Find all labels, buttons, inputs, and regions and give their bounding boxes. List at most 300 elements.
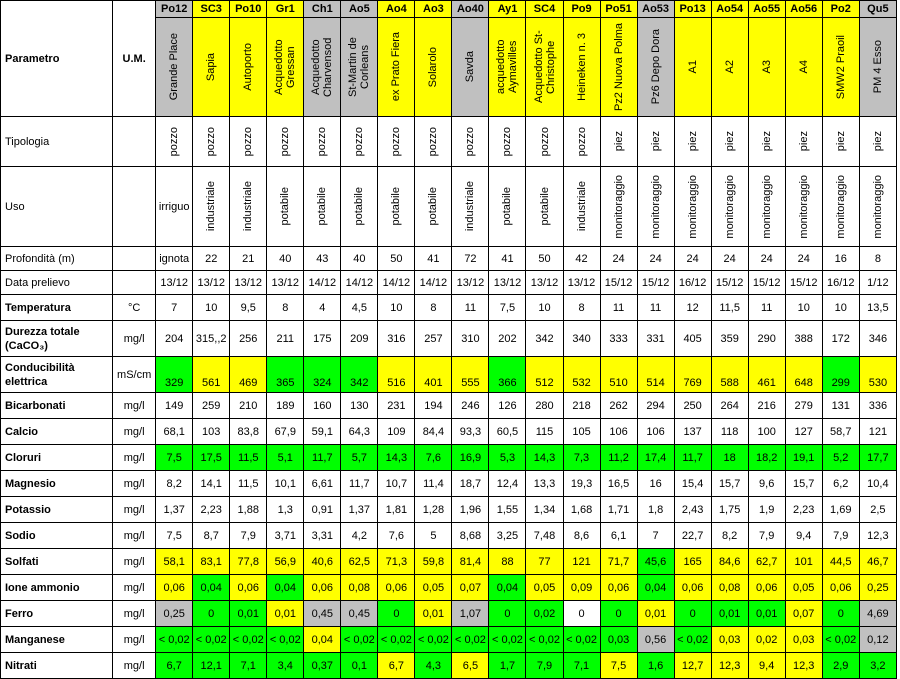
data-value: 14/12: [378, 271, 415, 295]
um-label: [113, 247, 156, 271]
nitrati-value: 12,3: [711, 653, 748, 679]
potassio-value: 1,75: [711, 497, 748, 523]
station-name-cell: [267, 18, 304, 117]
nitrati-value: 7,1: [563, 653, 600, 679]
tipologia-cell: [711, 117, 748, 167]
magnesio-value: 10,4: [859, 471, 896, 497]
potassio-value: 1,55: [489, 497, 526, 523]
param-label: Temperatura: [1, 295, 113, 321]
cloruri-value: 11,2: [600, 445, 637, 471]
uso-wrap: [564, 168, 600, 246]
station-name-cell: [341, 18, 378, 117]
potassio-value: 1,71: [600, 497, 637, 523]
station-name: Sapia: [205, 52, 218, 82]
profondita-value: 24: [748, 247, 785, 271]
param-label: Ferro: [1, 601, 113, 627]
sodio-value: 5: [415, 523, 452, 549]
manganese-value: 0,03: [600, 627, 637, 653]
uso-cell: [711, 167, 748, 247]
conducibilita-value: 366: [489, 357, 526, 393]
cloruri-value: 5,3: [489, 445, 526, 471]
data-value: 13/12: [156, 271, 193, 295]
cloruri-value: 18: [711, 445, 748, 471]
data-value: 13/12: [452, 271, 489, 295]
row-temperatura: [1, 295, 897, 321]
conducibilita-value: 324: [304, 357, 341, 393]
magnesio-value: 12,4: [489, 471, 526, 497]
uso-wrap: [489, 168, 525, 246]
tipologia-cell: [859, 117, 896, 167]
solfati-value: 77,8: [230, 549, 267, 575]
conducibilita-value: 588: [711, 357, 748, 393]
station-code: Ao56: [785, 1, 822, 18]
cloruri-value: 7,3: [563, 445, 600, 471]
calcio-value: 68,1: [156, 419, 193, 445]
calcio-value: 127: [785, 419, 822, 445]
station-name-wrap: [860, 19, 896, 116]
uso-cell: [785, 167, 822, 247]
tipologia-cell: [674, 117, 711, 167]
ammonio-value: 0,06: [822, 575, 859, 601]
bicarbonati-value: 259: [193, 393, 230, 419]
conducibilita-value: 648: [785, 357, 822, 393]
tipologia-value: pozzo: [575, 126, 588, 157]
calcio-value: 109: [378, 419, 415, 445]
tipologia-value: piez: [649, 131, 662, 152]
profondita-value: 50: [526, 247, 563, 271]
ammonio-value: 0,09: [563, 575, 600, 601]
param-label: Tipologia: [1, 117, 113, 167]
station-name-wrap: [341, 19, 377, 116]
tipologia-cell: [600, 117, 637, 167]
uso-wrap: [638, 168, 674, 246]
tipologia-wrap: [230, 118, 266, 166]
ammonio-value: 0,08: [341, 575, 378, 601]
uso-wrap: [860, 168, 896, 246]
manganese-value: < 0,02: [341, 627, 378, 653]
manganese-value: < 0,02: [489, 627, 526, 653]
station-code: Qu5: [859, 1, 896, 18]
station-name-cell: [304, 18, 341, 117]
sodio-value: 8,68: [452, 523, 489, 549]
uso-value: potabile: [501, 187, 514, 226]
potassio-value: 1,3: [267, 497, 304, 523]
durezza-value: 316: [378, 321, 415, 357]
sodio-value: 7,9: [822, 523, 859, 549]
cloruri-value: 11,7: [674, 445, 711, 471]
profondita-value: 24: [637, 247, 674, 271]
solfati-value: 88: [489, 549, 526, 575]
magnesio-value: 9,6: [748, 471, 785, 497]
nitrati-value: 1,7: [489, 653, 526, 679]
ammonio-value: 0,06: [748, 575, 785, 601]
uso-cell: [193, 167, 230, 247]
row-ammonio: [1, 575, 897, 601]
sodio-value: 7,48: [526, 523, 563, 549]
uso-cell: [563, 167, 600, 247]
conducibilita-value: 516: [378, 357, 415, 393]
station-name-wrap: [415, 19, 451, 116]
durezza-value: 209: [341, 321, 378, 357]
solfati-value: 58,1: [156, 549, 193, 575]
uso-value: monitoraggio: [871, 174, 884, 239]
param-label: Calcio: [1, 419, 113, 445]
cloruri-value: 16,9: [452, 445, 489, 471]
magnesio-value: 15,4: [674, 471, 711, 497]
parametro-header: Parametro: [1, 1, 113, 117]
um-label: mg/l: [113, 627, 156, 653]
potassio-value: 1,68: [563, 497, 600, 523]
uso-wrap: [823, 168, 859, 246]
profondita-value: ignota: [156, 247, 193, 271]
tipologia-wrap: [675, 118, 711, 166]
profondita-value: 8: [859, 247, 896, 271]
data-value: 15/12: [637, 271, 674, 295]
manganese-value: 0,12: [859, 627, 896, 653]
station-name-cell: [711, 18, 748, 117]
nitrati-value: 1,6: [637, 653, 674, 679]
uso-wrap: [341, 168, 377, 246]
ferro-value: 0,01: [230, 601, 267, 627]
station-name-cell: [822, 18, 859, 117]
tipologia-wrap: [564, 118, 600, 166]
station-name-wrap: [489, 19, 525, 116]
station-name: A3: [760, 60, 773, 74]
tipologia-wrap: [489, 118, 525, 166]
potassio-value: 1,9: [748, 497, 785, 523]
conducibilita-value: 514: [637, 357, 674, 393]
solfati-value: 56,9: [267, 549, 304, 575]
magnesio-value: 10,1: [267, 471, 304, 497]
uso-value: monitoraggio: [649, 174, 662, 239]
um-label: °C: [113, 295, 156, 321]
uso-cell: [822, 167, 859, 247]
sodio-value: 3,25: [489, 523, 526, 549]
magnesio-value: 11,4: [415, 471, 452, 497]
uso-wrap: [601, 168, 637, 246]
station-code: SC3: [193, 1, 230, 18]
conducibilita-value: 329: [156, 357, 193, 393]
uso-value: potabile: [279, 187, 292, 226]
row-conducibilita: [1, 357, 897, 393]
uso-wrap: [156, 168, 192, 246]
um-label: [113, 271, 156, 295]
sodio-value: 22,7: [674, 523, 711, 549]
station-name: Heineken n. 3: [575, 33, 588, 101]
bicarbonati-value: 218: [563, 393, 600, 419]
station-name-wrap: [452, 19, 488, 116]
solfati-value: 71,3: [378, 549, 415, 575]
station-name: A1: [686, 60, 699, 74]
tipologia-value: pozzo: [464, 126, 477, 157]
profondita-value: 16: [822, 247, 859, 271]
station-name-cell: [859, 18, 896, 117]
manganese-value: < 0,02: [193, 627, 230, 653]
bicarbonati-value: 231: [378, 393, 415, 419]
row-potassio: [1, 497, 897, 523]
station-name-cell: [674, 18, 711, 117]
durezza-value: 340: [563, 321, 600, 357]
nitrati-value: 6,7: [156, 653, 193, 679]
tipologia-value: pozzo: [353, 126, 366, 157]
ferro-value: 0,01: [267, 601, 304, 627]
nitrati-value: 3,4: [267, 653, 304, 679]
profondita-value: 72: [452, 247, 489, 271]
calcio-value: 103: [193, 419, 230, 445]
station-code-row: [1, 1, 897, 18]
data-value: 14/12: [304, 271, 341, 295]
station-name: SMW2 Praoil: [834, 34, 847, 100]
uso-value: monitoraggio: [797, 174, 810, 239]
data-value: 13/12: [489, 271, 526, 295]
bicarbonati-value: 210: [230, 393, 267, 419]
ammonio-value: 0,05: [785, 575, 822, 601]
conducibilita-value: 555: [452, 357, 489, 393]
temperatura-value: 10: [822, 295, 859, 321]
calcio-value: 137: [674, 419, 711, 445]
data-value: 13/12: [193, 271, 230, 295]
tipologia-wrap: [749, 118, 785, 166]
manganese-value: 0,04: [304, 627, 341, 653]
magnesio-value: 11,5: [230, 471, 267, 497]
manganese-value: < 0,02: [452, 627, 489, 653]
station-name: Pz6 Depo Dora: [649, 29, 662, 105]
manganese-value: < 0,02: [563, 627, 600, 653]
station-name: ex Prato Fiera: [390, 32, 403, 102]
station-name-wrap: [156, 19, 192, 116]
temperatura-value: 11,5: [711, 295, 748, 321]
solfati-value: 71,7: [600, 549, 637, 575]
station-name-wrap: [712, 19, 748, 116]
sodio-value: 3,31: [304, 523, 341, 549]
uso-cell: [674, 167, 711, 247]
solfati-value: 101: [785, 549, 822, 575]
potassio-value: 1,37: [341, 497, 378, 523]
ferro-value: 0: [674, 601, 711, 627]
manganese-value: < 0,02: [674, 627, 711, 653]
uso-wrap: [415, 168, 451, 246]
sodio-value: 8,6: [563, 523, 600, 549]
tipologia-wrap: [786, 118, 822, 166]
uso-wrap: [712, 168, 748, 246]
bicarbonati-value: 280: [526, 393, 563, 419]
solfati-value: 77: [526, 549, 563, 575]
station-name-wrap: [823, 19, 859, 116]
manganese-value: < 0,02: [526, 627, 563, 653]
calcio-value: 83,8: [230, 419, 267, 445]
bicarbonati-value: 126: [489, 393, 526, 419]
um-label: mg/l: [113, 653, 156, 679]
uso-value: monitoraggio: [760, 174, 773, 239]
param-label: Durezza totale (CaCO₃): [1, 321, 113, 357]
ammonio-value: 0,06: [600, 575, 637, 601]
uso-cell: [859, 167, 896, 247]
station-name-wrap: [193, 19, 229, 116]
nitrati-value: 0,37: [304, 653, 341, 679]
ammonio-value: 0,06: [156, 575, 193, 601]
ammonio-value: 0,04: [489, 575, 526, 601]
bicarbonati-value: 250: [674, 393, 711, 419]
uso-value: monitoraggio: [686, 174, 699, 239]
sodio-value: 7,6: [378, 523, 415, 549]
tipologia-value: piez: [871, 131, 884, 152]
uso-wrap: [378, 168, 414, 246]
potassio-value: 2,23: [785, 497, 822, 523]
uso-cell: [230, 167, 267, 247]
ammonio-value: 0,04: [637, 575, 674, 601]
tipologia-cell: [304, 117, 341, 167]
temperatura-value: 11: [637, 295, 674, 321]
row-bicarbonati: [1, 393, 897, 419]
ammonio-value: 0,05: [526, 575, 563, 601]
tipologia-cell: [341, 117, 378, 167]
nitrati-value: 3,2: [859, 653, 896, 679]
tipologia-wrap: [193, 118, 229, 166]
ferro-value: 0,01: [711, 601, 748, 627]
ferro-value: 0: [600, 601, 637, 627]
bicarbonati-value: 294: [637, 393, 674, 419]
station-name-cell: [600, 18, 637, 117]
magnesio-value: 8,2: [156, 471, 193, 497]
temperatura-value: 8: [267, 295, 304, 321]
manganese-value: < 0,02: [822, 627, 859, 653]
tipologia-cell: [526, 117, 563, 167]
station-name-cell: [378, 18, 415, 117]
uso-wrap: [267, 168, 303, 246]
station-name-cell: [193, 18, 230, 117]
row-solfati: [1, 549, 897, 575]
station-name-wrap: [564, 19, 600, 116]
ammonio-value: 0,06: [378, 575, 415, 601]
uso-wrap: [193, 168, 229, 246]
data-value: 13/12: [267, 271, 304, 295]
temperatura-value: 12: [674, 295, 711, 321]
param-label: Profondità (m): [1, 247, 113, 271]
station-name: Pz2 Nuova Polma: [612, 22, 625, 112]
um-label: mg/l: [113, 497, 156, 523]
durezza-value: 359: [711, 321, 748, 357]
nitrati-value: 6,7: [378, 653, 415, 679]
station-code: Ay1: [489, 1, 526, 18]
calcio-value: 105: [563, 419, 600, 445]
data-value: 16/12: [822, 271, 859, 295]
ammonio-value: 0,25: [859, 575, 896, 601]
magnesio-value: 14,1: [193, 471, 230, 497]
station-name-cell: [637, 18, 674, 117]
calcio-value: 118: [711, 419, 748, 445]
param-label: Ione ammonio: [1, 575, 113, 601]
ferro-value: 0: [489, 601, 526, 627]
uso-value: industriale: [575, 181, 588, 232]
sodio-value: 7,9: [748, 523, 785, 549]
tipologia-cell: [637, 117, 674, 167]
cloruri-value: 5,2: [822, 445, 859, 471]
nitrati-value: 6,5: [452, 653, 489, 679]
station-name-wrap: [749, 19, 785, 116]
temperatura-value: 11: [600, 295, 637, 321]
tipologia-value: pozzo: [316, 126, 329, 157]
tipologia-cell: [378, 117, 415, 167]
profondita-value: 21: [230, 247, 267, 271]
conducibilita-value: 561: [193, 357, 230, 393]
tipologia-wrap: [156, 118, 192, 166]
sodio-value: 7,9: [230, 523, 267, 549]
station-code: SC4: [526, 1, 563, 18]
station-name: Acquedotto Charvensod: [310, 37, 335, 97]
conducibilita-value: 512: [526, 357, 563, 393]
station-name-wrap: [786, 19, 822, 116]
ferro-value: 0,01: [415, 601, 452, 627]
param-label: Uso: [1, 167, 113, 247]
ammonio-value: 0,06: [304, 575, 341, 601]
uso-value: potabile: [538, 187, 551, 226]
data-value: 13/12: [563, 271, 600, 295]
profondita-value: 40: [341, 247, 378, 271]
temperatura-value: 13,5: [859, 295, 896, 321]
station-code: Po10: [230, 1, 267, 18]
profondita-value: 41: [489, 247, 526, 271]
tipologia-wrap: [526, 118, 562, 166]
station-name-wrap: [267, 19, 303, 116]
uso-cell: [156, 167, 193, 247]
ferro-value: 0,02: [526, 601, 563, 627]
tipologia-value: pozzo: [427, 126, 440, 157]
potassio-value: 2,5: [859, 497, 896, 523]
magnesio-value: 6,2: [822, 471, 859, 497]
durezza-value: 175: [304, 321, 341, 357]
profondita-value: 40: [267, 247, 304, 271]
magnesio-value: 15,7: [785, 471, 822, 497]
station-name-cell: [785, 18, 822, 117]
ferro-value: 0,01: [748, 601, 785, 627]
conducibilita-value: 401: [415, 357, 452, 393]
manganese-value: < 0,02: [230, 627, 267, 653]
data-value: 13/12: [230, 271, 267, 295]
durezza-value: 331: [637, 321, 674, 357]
um-label: mg/l: [113, 601, 156, 627]
data-value: 16/12: [674, 271, 711, 295]
tipologia-value: piez: [686, 131, 699, 152]
ferro-value: 4,69: [859, 601, 896, 627]
data-value: 15/12: [600, 271, 637, 295]
param-label: Magnesio: [1, 471, 113, 497]
magnesio-value: 18,7: [452, 471, 489, 497]
conducibilita-value: 461: [748, 357, 785, 393]
station-name: A4: [797, 60, 810, 74]
row-nitrati: [1, 653, 897, 679]
tipologia-cell: [156, 117, 193, 167]
temperatura-value: 7: [156, 295, 193, 321]
tipologia-cell: [563, 117, 600, 167]
calcio-value: 59,1: [304, 419, 341, 445]
tipologia-cell: [230, 117, 267, 167]
bicarbonati-value: 130: [341, 393, 378, 419]
solfati-value: 83,1: [193, 549, 230, 575]
uso-cell: [378, 167, 415, 247]
station-name-cell: [526, 18, 563, 117]
nitrati-value: 0,1: [341, 653, 378, 679]
uso-cell: [415, 167, 452, 247]
magnesio-value: 19,3: [563, 471, 600, 497]
param-label: Bicarbonati: [1, 393, 113, 419]
uso-cell: [526, 167, 563, 247]
manganese-value: < 0,02: [378, 627, 415, 653]
temperatura-value: 8: [563, 295, 600, 321]
tipologia-wrap: [378, 118, 414, 166]
tipologia-wrap: [452, 118, 488, 166]
station-name-cell: [415, 18, 452, 117]
station-name-wrap: [378, 19, 414, 116]
